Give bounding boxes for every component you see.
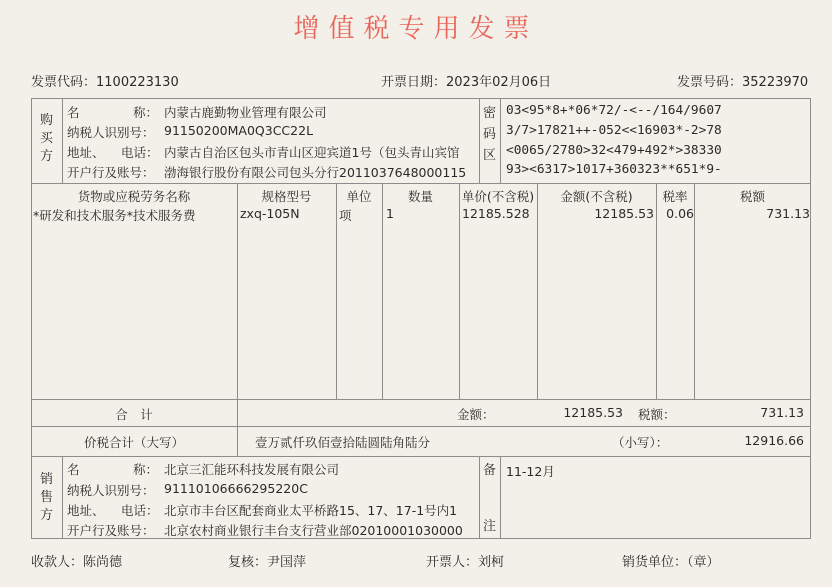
remarks-char-1: 备 xyxy=(482,463,496,478)
payee-label: 收款人： xyxy=(31,555,84,570)
header-price: 单价(不含税) xyxy=(461,189,535,204)
issuer-name: 刘柯 xyxy=(478,555,505,570)
item-unit: 项 xyxy=(339,208,352,223)
invoice-number-label: 发票号码： xyxy=(677,75,743,90)
seller-name-label-a: 名 xyxy=(67,462,80,477)
cipher-section-char-2: 码 xyxy=(482,127,496,142)
cipher-line-2: 3/7>17821++-052<<16903*-2>78 xyxy=(506,123,722,138)
seller-address-label-a: 地址、 xyxy=(67,503,105,518)
buyer-bank-label: 开户行及账号： xyxy=(67,165,155,180)
seller-taxid-label: 纳税人识别号： xyxy=(67,483,155,498)
header-qty: 数量 xyxy=(407,189,433,204)
buyer-section-char-2: 买 xyxy=(39,131,53,146)
remarks-label-divider xyxy=(500,456,501,539)
item-spec: zxq-105N xyxy=(240,206,300,221)
seller-section-label xyxy=(31,471,62,525)
col-divider-spec xyxy=(237,183,238,399)
header-unit: 单位 xyxy=(346,189,372,204)
payee-name: 陈尚德 xyxy=(83,555,123,570)
item-price: 12185.528 xyxy=(462,206,530,221)
seller-bank: 北京农村商业银行丰台支行营业部02010001030000 xyxy=(164,523,463,538)
cipher-line-4: 93><6317>1017+360323**651*9- xyxy=(506,162,722,177)
header-item-name: 货物或应税劳务名称 xyxy=(77,189,191,204)
invoice-code xyxy=(31,71,179,90)
header-amount: 金额(不含税) xyxy=(560,189,633,204)
col-divider-price xyxy=(459,183,460,399)
issuer-label: 开票人： xyxy=(426,555,479,570)
invoice-number xyxy=(677,71,808,90)
header-tax: 税额 xyxy=(739,189,765,204)
footer-payee xyxy=(31,551,122,570)
divider-grand-seller xyxy=(31,456,811,457)
buyer-name-label-b: 称： xyxy=(133,105,159,120)
invoice-number-value: 35223970 xyxy=(742,75,809,90)
buyer-name-label-a: 名 xyxy=(67,105,80,120)
header-spec: 规格型号 xyxy=(261,189,312,204)
total-label-divider xyxy=(237,399,238,456)
grand-total-words: 壹万贰仟玖佰壹拾陆圆陆角陆分 xyxy=(255,435,431,450)
col-divider-unit xyxy=(336,183,337,399)
buyer-address: 内蒙古自治区包头市青山区迎宾道1号（包头青山宾馆 xyxy=(164,145,460,160)
buyer-address-label-a: 地址、 xyxy=(67,145,105,160)
cipher-line-3: <0065/2780>32<479+492*>38330 xyxy=(506,143,722,158)
seller-bank-label: 开户行及账号： xyxy=(67,523,155,538)
col-divider-qty xyxy=(382,183,383,399)
footer-seller-stamp: 销货单位：（章） xyxy=(622,555,720,570)
invoice-code-value: 1100223130 xyxy=(96,75,179,90)
grand-total-small-label: （小写）： xyxy=(612,435,669,450)
buyer-section-char-3: 方 xyxy=(39,149,53,164)
buyer-section-label xyxy=(31,112,62,166)
footer-issuer xyxy=(426,551,504,570)
seller-section-char-3: 方 xyxy=(39,508,53,523)
cipher-section-label xyxy=(479,103,500,166)
buyer-bank: 渤海银行股份有限公司包头分行2011037648000115 xyxy=(164,165,467,180)
invoice-title: 增值税专用发票 xyxy=(293,14,539,44)
totals-tax-label: 税额： xyxy=(638,407,676,422)
cipher-line-1: 03<95*8+*06*72/-<--/164/9607 xyxy=(506,103,722,118)
seller-name-label-b: 称： xyxy=(133,462,159,477)
remarks-char-2: 注 xyxy=(482,519,496,534)
totals-amount-label: 金额： xyxy=(457,407,495,422)
remarks-text: 11-12月 xyxy=(506,464,555,479)
buyer-section-char-1: 购 xyxy=(39,113,53,128)
seller-name: 北京三汇能环科技发展有限公司 xyxy=(164,462,340,477)
seller-address: 北京市丰台区配套商业太平桥路15、17、17-1号内1 xyxy=(164,503,458,518)
cipher-label-divider xyxy=(500,98,501,183)
seller-taxid: 91110106666295220C xyxy=(164,481,308,496)
footer-reviewer xyxy=(228,551,306,570)
buyer-name: 内蒙古鹿勤物业管理有限公司 xyxy=(164,105,327,120)
item-amount: 12185.53 xyxy=(594,206,654,221)
item-qty: 1 xyxy=(386,206,394,221)
header-rate: 税率 xyxy=(662,189,688,204)
buyer-taxid: 91150200MA0Q3CC22L xyxy=(164,123,314,138)
seller-section-char-2: 售 xyxy=(39,490,53,505)
divider-total-grand xyxy=(31,426,811,427)
buyer-taxid-label: 纳税人识别号： xyxy=(67,125,155,140)
totals-amount: 12185.53 xyxy=(563,405,623,420)
seller-address-label-b: 电话： xyxy=(121,503,159,518)
reviewer-label: 复核： xyxy=(228,555,268,570)
issue-date-value: 2023年02月06日 xyxy=(446,75,552,90)
invoice-code-label: 发票代码： xyxy=(31,75,97,90)
reviewer-name: 尹国萍 xyxy=(267,555,307,570)
cipher-section-char-3: 区 xyxy=(482,148,496,163)
totals-label: 合 计 xyxy=(115,407,153,422)
grand-total-value: 12916.66 xyxy=(744,433,804,448)
item-tax: 731.13 xyxy=(766,206,810,221)
issue-date xyxy=(381,71,551,90)
issue-date-label: 开票日期： xyxy=(381,75,447,90)
grand-total-label: 价税合计（大写） xyxy=(83,435,184,450)
seller-label-divider xyxy=(62,456,63,539)
buyer-address-label-b: 电话： xyxy=(121,145,159,160)
item-name: *研发和技术服务*技术服务费 xyxy=(33,208,196,223)
totals-tax: 731.13 xyxy=(760,405,804,420)
seller-section-char-1: 销 xyxy=(39,472,53,487)
buyer-label-divider xyxy=(62,98,63,183)
item-rate: 0.06 xyxy=(666,206,694,221)
cipher-section-char-1: 密 xyxy=(482,106,496,121)
divider-items-total xyxy=(31,399,811,400)
